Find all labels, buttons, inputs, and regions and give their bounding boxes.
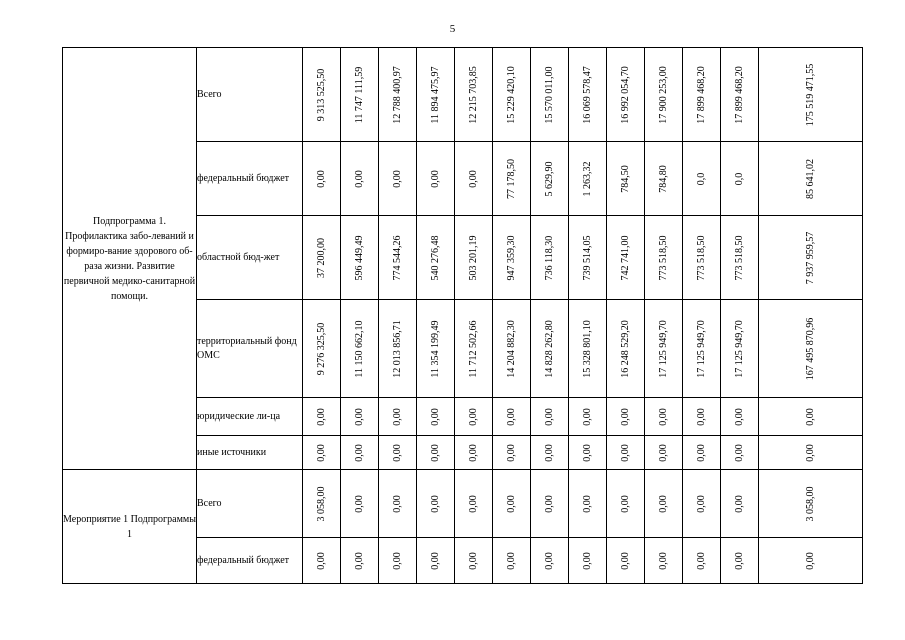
table-body xyxy=(63,48,863,584)
year-value-cell xyxy=(683,398,721,436)
year-value-cell xyxy=(493,470,531,538)
year-value-cell xyxy=(607,48,645,142)
year-value: 0,00 xyxy=(505,443,517,462)
year-value-cell xyxy=(531,436,569,470)
year-value: 17 899 468,20 xyxy=(733,65,745,124)
year-value: 17 125 949,70 xyxy=(657,319,669,378)
year-value: 0,00 xyxy=(353,443,365,462)
year-value-cell xyxy=(417,470,455,538)
year-value-cell xyxy=(379,216,417,300)
table-row xyxy=(63,470,863,538)
year-value-cell xyxy=(645,538,683,584)
year-value-cell xyxy=(721,142,759,216)
year-value: 0,00 xyxy=(391,551,403,570)
total-cell xyxy=(759,470,863,538)
year-value-cell xyxy=(455,398,493,436)
year-value-cell xyxy=(607,470,645,538)
total-cell xyxy=(759,398,863,436)
year-value: 0,00 xyxy=(657,494,669,513)
year-value: 0,00 xyxy=(657,551,669,570)
year-value-cell xyxy=(493,538,531,584)
year-value: 0,00 xyxy=(391,494,403,513)
year-value: 0,00 xyxy=(429,407,441,426)
year-value: 15 328 801,10 xyxy=(581,319,593,378)
year-value-cell xyxy=(303,216,341,300)
year-value-cell xyxy=(455,538,493,584)
year-value-cell xyxy=(303,398,341,436)
year-value-cell xyxy=(341,216,379,300)
year-value: 736 118,30 xyxy=(543,235,555,280)
year-value: 0,00 xyxy=(695,551,707,570)
funding-source: территориальный фонд ОМС xyxy=(197,300,303,398)
total-value: 7 937 959,57 xyxy=(804,231,816,284)
year-value: 0,00 xyxy=(695,494,707,513)
year-value-cell xyxy=(341,398,379,436)
year-value: 16 069 578,47 xyxy=(581,65,593,124)
year-value: 0,00 xyxy=(543,407,555,426)
year-value-cell xyxy=(645,470,683,538)
year-value-cell xyxy=(683,470,721,538)
year-value-cell xyxy=(455,216,493,300)
year-value: 0,00 xyxy=(391,443,403,462)
year-value-cell xyxy=(455,470,493,538)
year-value-cell xyxy=(379,436,417,470)
year-value: 742 741,00 xyxy=(619,235,631,280)
year-value: 11 150 662,10 xyxy=(353,319,365,378)
year-value-cell xyxy=(721,48,759,142)
year-value-cell xyxy=(607,300,645,398)
year-value-cell xyxy=(379,538,417,584)
year-value-cell xyxy=(569,538,607,584)
funding-source: иные источники xyxy=(197,436,303,470)
year-value: 0,00 xyxy=(315,551,327,570)
year-value-cell xyxy=(721,398,759,436)
year-value: 9 276 325,50 xyxy=(315,322,327,375)
year-value-cell xyxy=(379,300,417,398)
year-value: 0,00 xyxy=(581,407,593,426)
funding-source: федеральный бюджет xyxy=(197,538,303,584)
year-value: 0,00 xyxy=(733,494,745,513)
year-value-cell xyxy=(531,48,569,142)
year-value-cell xyxy=(417,300,455,398)
year-value: 16 992 054,70 xyxy=(619,65,631,124)
total-value: 167 495 870,96 xyxy=(804,317,816,380)
year-value: 0,00 xyxy=(733,407,745,426)
year-value-cell xyxy=(645,48,683,142)
year-value: 15 570 011,00 xyxy=(543,65,555,124)
year-value: 16 248 529,20 xyxy=(619,319,631,378)
program-name: Мероприятие 1 Подпрограммы 1 xyxy=(63,470,197,584)
year-value: 1 263,32 xyxy=(581,161,593,196)
year-value-cell xyxy=(417,216,455,300)
year-value: 947 359,30 xyxy=(505,235,517,280)
year-value-cell xyxy=(531,538,569,584)
year-value: 0,00 xyxy=(315,443,327,462)
year-value-cell xyxy=(493,48,531,142)
year-value: 0,00 xyxy=(619,494,631,513)
year-value: 37 200,00 xyxy=(315,237,327,278)
year-value-cell xyxy=(645,436,683,470)
year-value-cell xyxy=(341,538,379,584)
year-value-cell xyxy=(303,470,341,538)
year-value: 0,00 xyxy=(429,169,441,188)
year-value: 12 013 856,71 xyxy=(391,319,403,378)
year-value-cell xyxy=(303,300,341,398)
year-value: 0,00 xyxy=(581,551,593,570)
total-value: 175 519 471,55 xyxy=(804,63,816,126)
year-value-cell xyxy=(303,436,341,470)
year-value: 0,00 xyxy=(733,443,745,462)
year-value: 0,00 xyxy=(733,551,745,570)
total-value: 0,00 xyxy=(804,443,816,462)
year-value-cell xyxy=(417,398,455,436)
total-cell xyxy=(759,48,863,142)
total-value: 85 641,02 xyxy=(804,158,816,199)
year-value: 0,00 xyxy=(391,169,403,188)
year-value-cell xyxy=(531,142,569,216)
year-value-cell xyxy=(493,142,531,216)
year-value-cell xyxy=(645,216,683,300)
year-value-cell xyxy=(569,216,607,300)
year-value: 15 229 420,10 xyxy=(505,65,517,124)
year-value: 0,00 xyxy=(467,407,479,426)
year-value-cell xyxy=(569,398,607,436)
year-value-cell xyxy=(607,398,645,436)
year-value: 9 313 525,50 xyxy=(315,68,327,121)
total-cell xyxy=(759,300,863,398)
program-name: Подпрограмма 1. Профилактика забо-леваний и формиро-вание здорового об-раза жизни. Развитие первичной медико-санитарной помощи. xyxy=(63,48,197,470)
year-value-cell xyxy=(683,48,721,142)
funding-source: Всего xyxy=(197,48,303,142)
year-value-cell xyxy=(455,300,493,398)
year-value-cell xyxy=(569,470,607,538)
year-value-cell xyxy=(607,216,645,300)
year-value-cell xyxy=(341,470,379,538)
year-value-cell xyxy=(303,142,341,216)
year-value: 784,50 xyxy=(619,164,631,193)
total-cell xyxy=(759,142,863,216)
funding-source: Всего xyxy=(197,470,303,538)
year-value-cell xyxy=(569,48,607,142)
year-value: 0,00 xyxy=(543,443,555,462)
funding-source: федеральный бюджет xyxy=(197,142,303,216)
year-value-cell xyxy=(303,48,341,142)
funding-source: областной бюд-жет xyxy=(197,216,303,300)
year-value-cell xyxy=(721,300,759,398)
year-value: 77 178,50 xyxy=(505,158,517,199)
year-value: 0,00 xyxy=(467,551,479,570)
year-value-cell xyxy=(569,142,607,216)
year-value-cell xyxy=(417,48,455,142)
year-value-cell xyxy=(493,398,531,436)
page-number: 5 xyxy=(449,23,456,35)
year-value-cell xyxy=(493,436,531,470)
year-value: 11 712 502,66 xyxy=(467,319,479,378)
year-value: 0,00 xyxy=(619,443,631,462)
total-value: 3 058,00 xyxy=(804,486,816,521)
year-value: 0,00 xyxy=(619,551,631,570)
year-value: 0,00 xyxy=(429,494,441,513)
year-value-cell xyxy=(721,216,759,300)
year-value: 0,00 xyxy=(657,443,669,462)
year-value-cell xyxy=(607,538,645,584)
year-value-cell xyxy=(341,436,379,470)
year-value: 773 518,50 xyxy=(733,235,745,280)
year-value: 17 125 949,70 xyxy=(733,319,745,378)
year-value: 0,00 xyxy=(695,407,707,426)
year-value-cell xyxy=(379,398,417,436)
year-value: 0,00 xyxy=(505,494,517,513)
total-cell xyxy=(759,216,863,300)
year-value: 0,0 xyxy=(733,172,745,185)
year-value: 784,80 xyxy=(657,164,669,193)
year-value: 0,00 xyxy=(581,443,593,462)
year-value: 11 747 111,59 xyxy=(353,66,365,123)
year-value: 0,00 xyxy=(429,551,441,570)
year-value-cell xyxy=(645,300,683,398)
year-value-cell xyxy=(341,300,379,398)
year-value: 17 125 949,70 xyxy=(695,319,707,378)
year-value-cell xyxy=(455,48,493,142)
year-value-cell xyxy=(569,300,607,398)
year-value-cell xyxy=(455,142,493,216)
year-value-cell xyxy=(379,48,417,142)
year-value: 0,00 xyxy=(543,551,555,570)
year-value: 739 514,05 xyxy=(581,235,593,280)
year-value: 0,00 xyxy=(467,494,479,513)
year-value: 0,00 xyxy=(353,494,365,513)
year-value: 0,00 xyxy=(619,407,631,426)
year-value: 0,0 xyxy=(695,172,707,185)
year-value-cell xyxy=(303,538,341,584)
year-value-cell xyxy=(683,538,721,584)
year-value: 774 544,26 xyxy=(391,235,403,280)
year-value: 17 900 253,00 xyxy=(657,65,669,124)
year-value-cell xyxy=(683,216,721,300)
year-value-cell xyxy=(607,436,645,470)
year-value-cell xyxy=(493,300,531,398)
year-value: 773 518,50 xyxy=(695,235,707,280)
year-value-cell xyxy=(683,436,721,470)
funding-source: юридические ли-ца xyxy=(197,398,303,436)
year-value: 0,00 xyxy=(391,407,403,426)
year-value: 0,00 xyxy=(315,169,327,188)
year-value: 3 058,00 xyxy=(315,486,327,521)
total-value: 0,00 xyxy=(804,407,816,426)
year-value-cell xyxy=(645,398,683,436)
year-value: 0,00 xyxy=(467,443,479,462)
year-value: 17 899 468,20 xyxy=(695,65,707,124)
year-value-cell xyxy=(341,142,379,216)
year-value: 0,00 xyxy=(581,494,593,513)
year-value: 0,00 xyxy=(505,551,517,570)
year-value-cell xyxy=(531,398,569,436)
year-value: 5 629,90 xyxy=(543,161,555,196)
year-value: 12 788 400,97 xyxy=(391,65,403,124)
year-value-cell xyxy=(531,216,569,300)
year-value-cell xyxy=(417,142,455,216)
year-value-cell xyxy=(607,142,645,216)
year-value-cell xyxy=(645,142,683,216)
year-value-cell xyxy=(721,470,759,538)
year-value-cell xyxy=(569,436,607,470)
year-value-cell xyxy=(493,216,531,300)
year-value: 0,00 xyxy=(353,407,365,426)
year-value: 0,00 xyxy=(315,407,327,426)
year-value: 0,00 xyxy=(543,494,555,513)
total-cell xyxy=(759,436,863,470)
year-value-cell xyxy=(683,300,721,398)
year-value-cell xyxy=(379,142,417,216)
year-value: 0,00 xyxy=(467,169,479,188)
year-value-cell xyxy=(417,436,455,470)
year-value: 0,00 xyxy=(695,443,707,462)
year-value: 11 894 475,97 xyxy=(429,65,441,124)
year-value-cell xyxy=(341,48,379,142)
year-value-cell xyxy=(379,470,417,538)
total-cell xyxy=(759,538,863,584)
year-value: 11 354 199,49 xyxy=(429,319,441,378)
year-value-cell xyxy=(531,300,569,398)
year-value: 14 828 262,80 xyxy=(543,319,555,378)
year-value: 0,00 xyxy=(353,169,365,188)
year-value: 12 215 703,85 xyxy=(467,65,479,124)
year-value-cell xyxy=(531,470,569,538)
year-value-cell xyxy=(417,538,455,584)
table-row xyxy=(63,48,863,142)
year-value: 0,00 xyxy=(657,407,669,426)
year-value: 503 201,19 xyxy=(467,235,479,280)
funding-table xyxy=(62,47,863,584)
year-value: 0,00 xyxy=(505,407,517,426)
year-value: 0,00 xyxy=(429,443,441,462)
year-value-cell xyxy=(455,436,493,470)
year-value-cell xyxy=(721,436,759,470)
year-value: 14 204 882,30 xyxy=(505,319,517,378)
total-value: 0,00 xyxy=(804,551,816,570)
year-value: 596 449,49 xyxy=(353,235,365,280)
year-value-cell xyxy=(683,142,721,216)
year-value: 0,00 xyxy=(353,551,365,570)
year-value-cell xyxy=(721,538,759,584)
year-value: 540 276,48 xyxy=(429,235,441,280)
year-value: 773 518,50 xyxy=(657,235,669,280)
